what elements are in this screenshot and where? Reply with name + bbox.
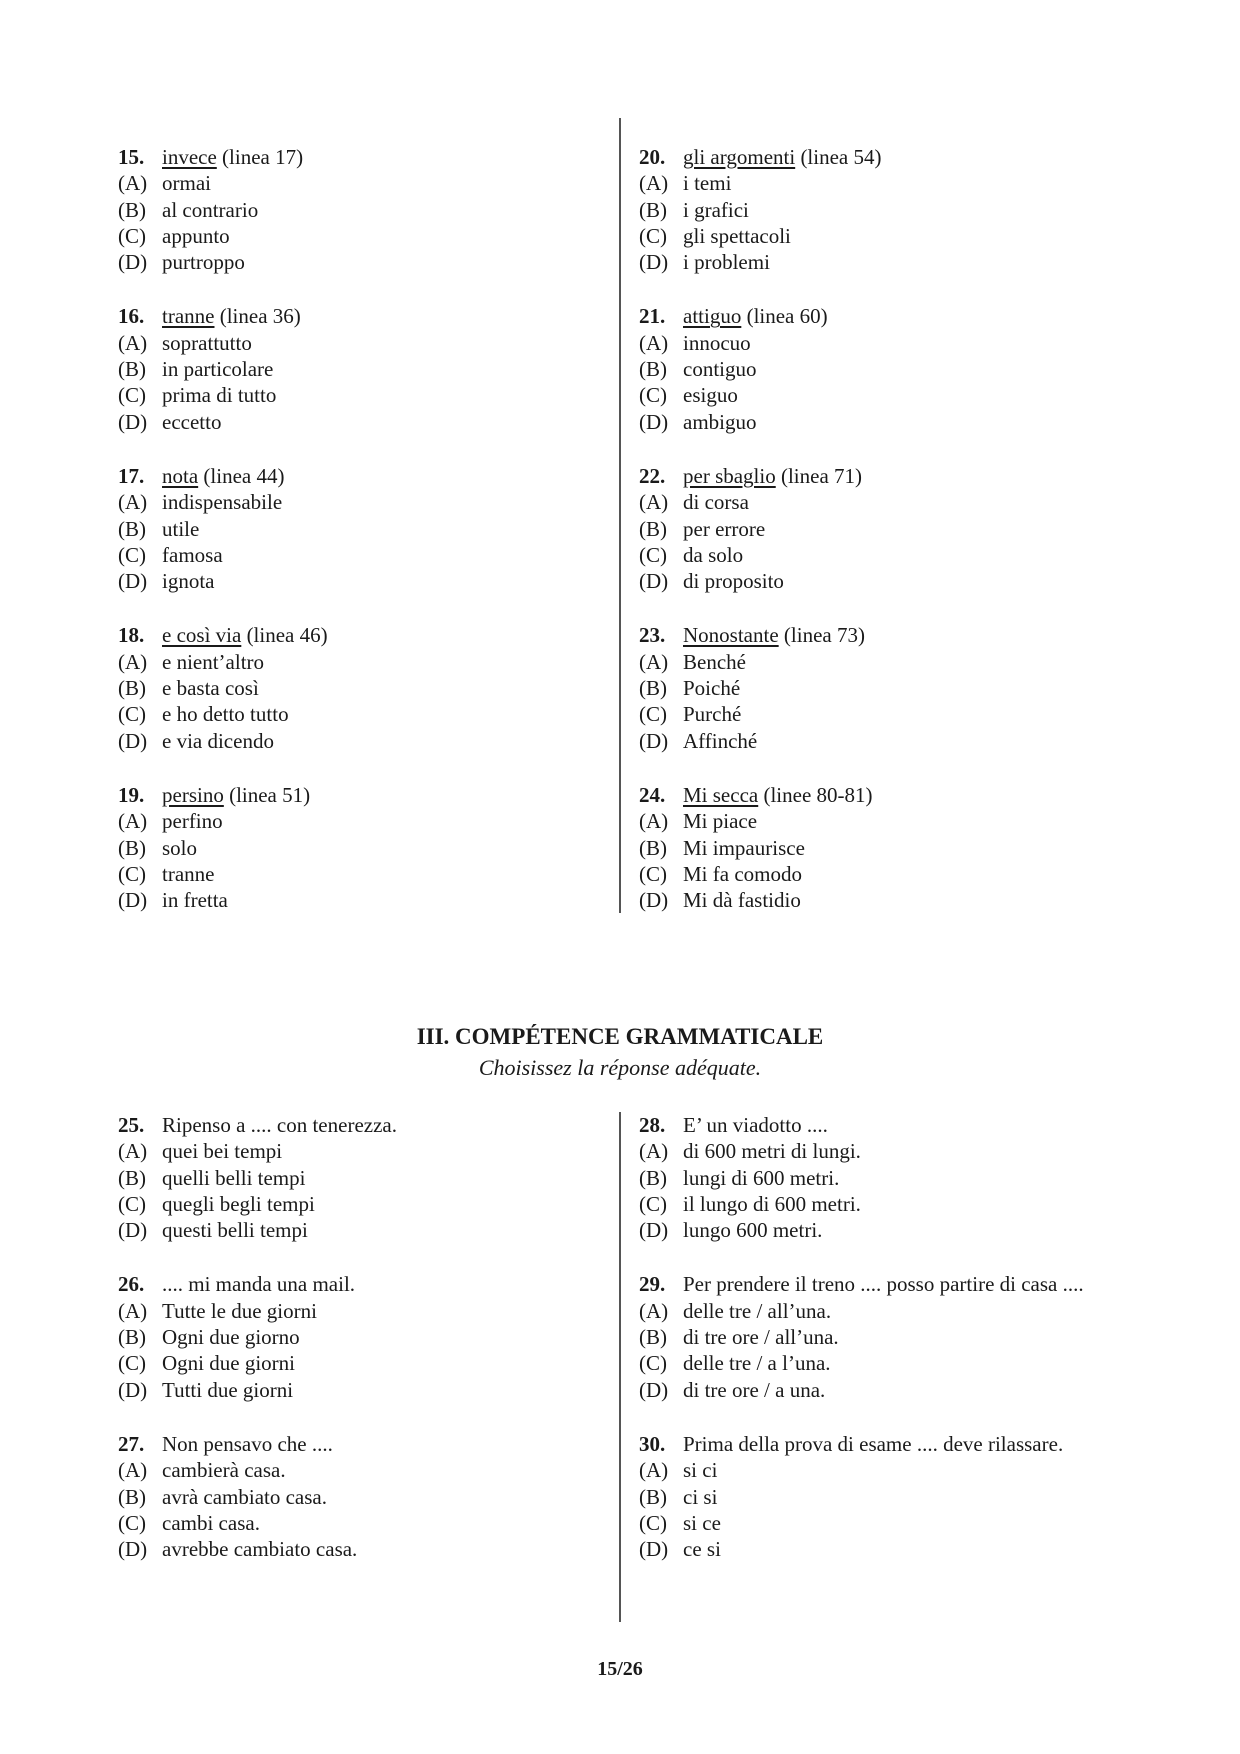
option-text: lungo 600 metri.	[683, 1218, 823, 1243]
answer-option	[639, 249, 1109, 275]
option-letter: (B)	[639, 516, 667, 541]
option-text: questi belli tempi	[162, 1218, 308, 1243]
option-text: cambierà casa.	[162, 1458, 286, 1483]
option-text: quei bei tempi	[162, 1139, 283, 1164]
option-letter: (D)	[639, 888, 669, 913]
answer-option	[639, 835, 1109, 861]
question-item	[639, 303, 1109, 434]
question-item	[118, 303, 588, 434]
question-number: 30.	[639, 1431, 666, 1456]
option-text: si ce	[683, 1510, 721, 1535]
option-text: ambiguo	[683, 409, 757, 434]
option-letter: (A)	[118, 330, 148, 355]
answer-option	[118, 197, 588, 223]
answer-option	[118, 835, 588, 861]
question-stem	[639, 303, 1109, 329]
option-text: quegli begli tempi	[162, 1191, 315, 1216]
answer-option	[639, 516, 1109, 542]
answer-option	[118, 382, 588, 408]
answer-option	[118, 1536, 588, 1562]
question-stem	[639, 463, 1109, 489]
option-text: il lungo di 600 metri.	[683, 1191, 861, 1216]
question-stem	[639, 782, 1109, 808]
option-letter: (A)	[639, 809, 669, 834]
option-text: tranne	[162, 861, 215, 886]
option-letter: (C)	[118, 1351, 146, 1376]
option-text: quelli belli tempi	[162, 1165, 306, 1190]
answer-option	[118, 170, 588, 196]
answer-option	[118, 1298, 588, 1324]
answer-option	[639, 887, 1109, 913]
option-letter: (B)	[639, 676, 667, 701]
option-text: ormai	[162, 171, 211, 196]
page-number: 15/26	[597, 1658, 643, 1680]
option-text: purtroppo	[162, 250, 245, 275]
option-letter: (D)	[639, 250, 669, 275]
answer-option	[118, 1377, 588, 1403]
answer-option	[118, 1350, 588, 1376]
option-letter: (A)	[118, 171, 148, 196]
answer-option	[118, 1457, 588, 1483]
underlined-term: attiguo	[683, 304, 742, 329]
option-letter: (B)	[639, 1165, 667, 1190]
answer-option	[639, 675, 1109, 701]
option-text: Benché	[683, 649, 746, 674]
question-number: 17.	[118, 463, 145, 488]
column-divider-bottom	[619, 1112, 621, 1622]
question-text: Ripenso a .... con tenerezza.	[162, 1113, 397, 1137]
question-text	[683, 463, 1109, 489]
underlined-term: Mi secca	[683, 782, 759, 807]
answer-option	[118, 489, 588, 515]
option-text: appunto	[162, 223, 230, 248]
option-text: Poiché	[683, 676, 741, 701]
option-text: i temi	[683, 171, 732, 196]
option-letter: (B)	[118, 1165, 146, 1190]
option-text: avrebbe cambiato casa.	[162, 1537, 358, 1562]
option-letter: (A)	[639, 171, 669, 196]
question-number: 16.	[118, 304, 145, 329]
question-number: 28.	[639, 1113, 666, 1137]
option-letter: (C)	[639, 542, 667, 567]
question-text	[683, 303, 1109, 329]
answer-option	[639, 568, 1109, 594]
option-letter: (C)	[639, 702, 667, 727]
answer-option	[639, 1484, 1109, 1510]
answer-option	[639, 728, 1109, 754]
line-reference: (linee 80-81)	[758, 782, 873, 807]
question-text: .... mi manda una mail.	[162, 1272, 356, 1297]
underlined-term: persino	[162, 782, 224, 807]
question-number: 26.	[118, 1272, 145, 1297]
answer-option	[639, 1191, 1109, 1217]
question-item	[118, 782, 588, 913]
option-letter: (D)	[639, 1537, 669, 1562]
answer-option	[118, 568, 588, 594]
question-stem	[639, 1431, 1109, 1457]
question-stem	[118, 144, 588, 170]
answer-option	[118, 1165, 588, 1191]
option-letter: (C)	[118, 1510, 146, 1535]
answer-option	[118, 1191, 588, 1217]
option-text: Tutti due giorni	[162, 1377, 294, 1402]
option-text: Tutte le due giorni	[162, 1298, 317, 1323]
option-text: Affinché	[683, 728, 758, 753]
answer-option	[118, 330, 588, 356]
answer-option	[639, 701, 1109, 727]
section-instructions: Choisissez la réponse adéquate.	[478, 1055, 762, 1080]
question-number: 29.	[639, 1272, 666, 1297]
question-item	[639, 1271, 1109, 1402]
question-number: 15.	[118, 145, 145, 169]
option-letter: (D)	[118, 1377, 148, 1402]
option-letter: (C)	[639, 383, 667, 408]
option-text: ci si	[683, 1484, 718, 1509]
answer-option	[118, 409, 588, 435]
block2-left-column	[118, 1112, 588, 1590]
option-letter: (C)	[118, 542, 146, 567]
question-stem	[118, 1431, 588, 1457]
block1-left-column	[118, 144, 588, 941]
underlined-term: nota	[162, 463, 199, 488]
option-letter: (B)	[118, 1325, 146, 1350]
answer-option	[639, 808, 1109, 834]
option-letter: (A)	[118, 1298, 148, 1323]
option-text: innocuo	[683, 330, 751, 355]
question-number: 24.	[639, 782, 666, 807]
answer-option	[118, 1510, 588, 1536]
option-letter: (B)	[639, 197, 667, 222]
question-text: Prima della prova di esame .... deve rilassare.	[683, 1431, 1064, 1456]
underlined-term: gli argomenti	[683, 145, 796, 169]
question-item	[118, 1431, 588, 1562]
answer-option	[639, 649, 1109, 675]
option-text: gli spettacoli	[683, 223, 791, 248]
answer-option	[639, 330, 1109, 356]
question-number: 18.	[118, 623, 145, 648]
question-text	[683, 782, 1109, 808]
option-letter: (A)	[118, 809, 148, 834]
line-reference: (linea 44)	[198, 463, 285, 488]
line-reference: (linea 36)	[214, 304, 301, 329]
option-letter: (B)	[118, 1484, 146, 1509]
question-stem	[118, 303, 588, 329]
option-letter: (A)	[639, 1458, 669, 1483]
option-text: Mi dà fastidio	[683, 888, 801, 913]
option-text: prima di tutto	[162, 383, 277, 408]
column-divider-top	[619, 118, 621, 913]
option-letter: (A)	[639, 649, 669, 674]
option-text: di corsa	[683, 490, 749, 515]
option-text: di tre ore / a una.	[683, 1377, 826, 1402]
question-text: Per prendere il treno .... posso partire di casa ....	[683, 1272, 1084, 1297]
answer-option	[118, 701, 588, 727]
answer-option	[639, 1298, 1109, 1324]
question-stem	[639, 1112, 1109, 1138]
answer-option	[639, 409, 1109, 435]
question-item	[639, 463, 1109, 594]
block1-right-column	[639, 144, 1109, 941]
option-text: indispensabile	[162, 490, 283, 515]
underlined-term: Nonostante	[683, 623, 779, 648]
option-text: utile	[162, 516, 200, 541]
answer-option	[639, 1217, 1109, 1243]
option-text: soprattutto	[162, 330, 252, 355]
option-text: e via dicendo	[162, 728, 274, 753]
option-text: solo	[162, 835, 198, 860]
answer-option	[118, 223, 588, 249]
answer-option	[639, 1536, 1109, 1562]
option-letter: (A)	[639, 490, 669, 515]
section-title: III. COMPÉTENCE GRAMMATICALE	[416, 1024, 824, 1049]
option-letter: (D)	[118, 728, 148, 753]
line-reference: (linea 73)	[778, 623, 865, 648]
question-text: Non pensavo che ....	[162, 1431, 333, 1456]
block2-right-column	[639, 1112, 1109, 1590]
option-text: lungi di 600 metri.	[683, 1165, 840, 1190]
question-stem	[118, 782, 588, 808]
question-text	[162, 782, 588, 808]
question-stem	[639, 622, 1109, 648]
option-letter: (D)	[639, 569, 669, 594]
answer-option	[118, 808, 588, 834]
option-text: al contrario	[162, 197, 259, 222]
question-text: E’ un viadotto ....	[683, 1113, 828, 1137]
question-stem	[118, 1271, 588, 1297]
line-reference: (linea 54)	[795, 145, 882, 169]
answer-option	[118, 887, 588, 913]
question-stem	[118, 1112, 588, 1138]
question-item	[639, 1112, 1109, 1243]
line-reference: (linea 51)	[223, 782, 311, 807]
option-text: si ci	[683, 1458, 718, 1483]
option-letter: (C)	[639, 861, 667, 886]
question-stem	[118, 463, 588, 489]
question-stem	[639, 1271, 1109, 1297]
option-letter: (B)	[118, 516, 146, 541]
question-item	[118, 463, 588, 594]
option-text: ce si	[683, 1537, 721, 1562]
option-letter: (D)	[639, 728, 669, 753]
answer-option	[639, 1350, 1109, 1376]
question-number: 19.	[118, 782, 145, 807]
answer-option	[639, 489, 1109, 515]
option-letter: (A)	[118, 1139, 148, 1164]
answer-option	[639, 1138, 1109, 1164]
question-number: 23.	[639, 623, 666, 648]
option-text: da solo	[683, 542, 744, 567]
option-letter: (C)	[118, 1191, 146, 1216]
answer-option	[639, 170, 1109, 196]
question-item	[639, 782, 1109, 913]
option-text: contiguo	[683, 357, 757, 382]
option-letter: (D)	[118, 1537, 148, 1562]
option-letter: (B)	[639, 1325, 667, 1350]
option-letter: (B)	[118, 835, 146, 860]
option-letter: (D)	[639, 1377, 669, 1402]
option-letter: (C)	[118, 861, 146, 886]
option-text: ignota	[162, 569, 215, 594]
option-letter: (A)	[118, 490, 148, 515]
underlined-term: per sbaglio	[683, 463, 776, 488]
option-letter: (A)	[639, 330, 669, 355]
option-letter: (C)	[118, 383, 146, 408]
option-text: Purché	[683, 702, 742, 727]
question-item	[118, 1271, 588, 1402]
answer-option	[118, 728, 588, 754]
option-letter: (B)	[639, 1484, 667, 1509]
question-item	[639, 144, 1109, 275]
question-item	[118, 1112, 588, 1243]
option-text: di proposito	[683, 569, 784, 594]
question-number: 20.	[639, 145, 666, 169]
question-text	[683, 144, 1109, 170]
option-letter: (C)	[118, 702, 146, 727]
option-letter: (B)	[118, 197, 146, 222]
answer-option	[639, 382, 1109, 408]
option-letter: (D)	[639, 1218, 669, 1243]
option-text: in fretta	[162, 888, 228, 913]
option-text: delle tre / a l’una.	[683, 1351, 831, 1376]
answer-option	[118, 649, 588, 675]
answer-option	[639, 1324, 1109, 1350]
answer-option	[118, 249, 588, 275]
question-number: 25.	[118, 1113, 145, 1137]
answer-option	[118, 1138, 588, 1164]
question-item	[118, 144, 588, 275]
question-text	[162, 144, 588, 170]
option-text: famosa	[162, 542, 223, 567]
question-stem	[639, 144, 1109, 170]
option-text: Mi piace	[683, 809, 758, 834]
answer-option	[639, 223, 1109, 249]
answer-option	[118, 1324, 588, 1350]
option-letter: (A)	[118, 649, 148, 674]
answer-option	[639, 1510, 1109, 1536]
option-letter: (A)	[639, 1298, 669, 1323]
option-letter: (A)	[639, 1139, 669, 1164]
question-text	[162, 622, 588, 648]
line-reference: (linea 71)	[775, 463, 863, 488]
option-letter: (C)	[639, 223, 667, 248]
option-letter: (B)	[118, 357, 146, 382]
option-letter: (D)	[118, 888, 148, 913]
question-item	[639, 1431, 1109, 1562]
question-item	[118, 622, 588, 753]
option-text: i problemi	[683, 250, 770, 275]
option-letter: (B)	[639, 835, 667, 860]
answer-option	[118, 356, 588, 382]
answer-option	[639, 861, 1109, 887]
option-text: e nient’altro	[162, 649, 265, 674]
option-text: Ogni due giorni	[162, 1351, 295, 1376]
question-item	[639, 622, 1109, 753]
option-text: esiguo	[683, 383, 738, 408]
question-number: 21.	[639, 304, 666, 329]
option-text: perfino	[162, 809, 223, 834]
option-text: Mi fa comodo	[683, 861, 802, 886]
option-text: di 600 metri di lungi.	[683, 1139, 861, 1164]
option-letter: (D)	[118, 1218, 148, 1243]
option-letter: (D)	[118, 250, 148, 275]
question-number: 27.	[118, 1431, 145, 1456]
option-letter: (C)	[639, 1191, 667, 1216]
answer-option	[118, 861, 588, 887]
underlined-term: tranne	[162, 304, 215, 329]
option-text: cambi casa.	[162, 1510, 260, 1535]
answer-option	[639, 542, 1109, 568]
option-text: Mi impaurisce	[683, 835, 805, 860]
line-reference: (linea 60)	[741, 304, 828, 329]
option-text: avrà cambiato casa.	[162, 1484, 327, 1509]
answer-option	[118, 675, 588, 701]
option-text: i grafici	[683, 197, 749, 222]
question-text	[683, 622, 1109, 648]
answer-option	[639, 1457, 1109, 1483]
underlined-term: e così via	[162, 623, 242, 648]
answer-option	[639, 1377, 1109, 1403]
answer-option	[639, 356, 1109, 382]
option-letter: (D)	[118, 569, 148, 594]
option-text: e ho detto tutto	[162, 702, 289, 727]
option-letter: (A)	[118, 1458, 148, 1483]
question-text	[162, 463, 588, 489]
answer-option	[639, 1165, 1109, 1191]
option-text: delle tre / all’una.	[683, 1298, 832, 1323]
line-reference: (linea 46)	[241, 623, 328, 648]
option-letter: (C)	[639, 1510, 667, 1535]
answer-option	[118, 1484, 588, 1510]
answer-option	[118, 542, 588, 568]
answer-option	[118, 1217, 588, 1243]
question-number: 22.	[639, 463, 666, 488]
answer-option	[639, 197, 1109, 223]
underlined-term: invece	[162, 145, 217, 169]
option-text: in particolare	[162, 357, 274, 382]
question-stem	[118, 622, 588, 648]
option-text: eccetto	[162, 409, 222, 434]
option-letter: (D)	[639, 409, 669, 434]
option-letter: (B)	[639, 357, 667, 382]
option-letter: (C)	[639, 1351, 667, 1376]
option-text: e basta così	[162, 676, 259, 701]
option-letter: (D)	[118, 409, 148, 434]
option-letter: (B)	[118, 676, 146, 701]
option-text: Ogni due giorno	[162, 1325, 300, 1350]
option-letter: (C)	[118, 223, 146, 248]
option-text: per errore	[683, 516, 766, 541]
answer-option	[118, 516, 588, 542]
line-reference: (linea 17)	[216, 145, 304, 169]
option-text: di tre ore / all’una.	[683, 1325, 839, 1350]
question-text	[162, 303, 588, 329]
